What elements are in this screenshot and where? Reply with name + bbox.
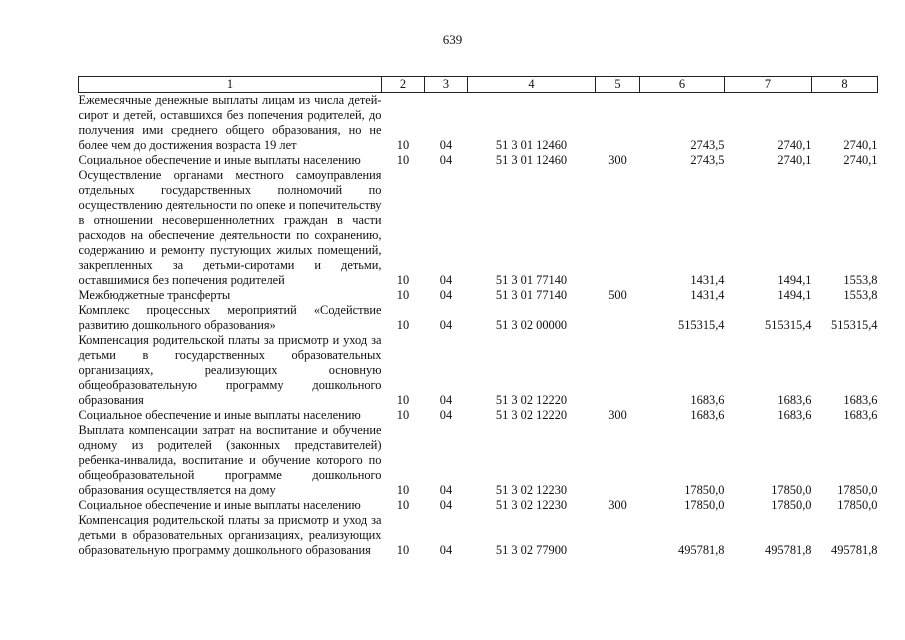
row-subsection: 04 bbox=[439, 153, 453, 167]
row-amount-year3: 495781,8 bbox=[831, 543, 878, 557]
row-section: 10 bbox=[396, 318, 410, 332]
row-section: 10 bbox=[396, 408, 410, 422]
header-col-4: 4 bbox=[468, 77, 596, 93]
header-col-8: 8 bbox=[812, 77, 878, 93]
table-row bbox=[79, 288, 878, 303]
row-expense-type bbox=[596, 513, 640, 558]
table-row bbox=[79, 93, 878, 154]
row-name: Ежемесячные денежные выплаты лицам из числа детей-сирот и детей, оставшихся без попечения родителей, до получения ими среднего общего образования, но не более чем до достижения возраста 19 лет bbox=[78, 93, 382, 152]
row-amount-year1: 1431,4 bbox=[690, 273, 725, 287]
row-amount-year3: 17850,0 bbox=[837, 498, 878, 512]
header-col-6: 6 bbox=[640, 77, 725, 93]
row-subsection: 04 bbox=[439, 393, 453, 407]
row-subsection: 04 bbox=[439, 408, 453, 422]
row-target-code: 51 3 01 77140 bbox=[495, 288, 568, 302]
header-col-3: 3 bbox=[425, 77, 468, 93]
header-col-7: 7 bbox=[725, 77, 812, 93]
row-amount-year3: 17850,0 bbox=[837, 483, 878, 497]
table-row bbox=[79, 423, 878, 498]
row-name: Компенсация родительской платы за присмотр и уход за детьми в государственных образовательных организациях, реализующих основную общеобразовательную программу дошкольного образования bbox=[78, 333, 382, 407]
row-expense-type bbox=[596, 423, 640, 498]
row-name: Социальное обеспечение и иные выплаты населению bbox=[78, 153, 361, 167]
row-expense-type bbox=[596, 303, 640, 333]
row-name: Комплекс процессных мероприятий «Содействие развитию дошкольного образования» bbox=[78, 303, 382, 332]
row-target-code: 51 3 01 12460 bbox=[495, 138, 568, 152]
row-expense-type: 300 bbox=[608, 498, 627, 512]
row-section: 10 bbox=[396, 138, 410, 152]
row-amount-year1: 1431,4 bbox=[690, 288, 725, 302]
row-amount-year3: 515315,4 bbox=[831, 318, 878, 332]
row-expense-type: 300 bbox=[608, 408, 627, 422]
row-name: Компенсация родительской платы за присмотр и уход за детьми в образовательных организациях, реализующих образовательную программу дошкольного образования bbox=[78, 513, 382, 557]
row-amount-year1: 1683,6 bbox=[690, 408, 725, 422]
row-target-code: 51 3 02 12220 bbox=[495, 393, 568, 407]
row-section: 10 bbox=[396, 273, 410, 287]
row-section: 10 bbox=[396, 543, 410, 557]
row-section: 10 bbox=[396, 498, 410, 512]
row-name: Выплата компенсации затрат на воспитание и обучение одному из родителей (законных представителей) ребенка-инвалида, воспитание и обучение которого по общеобразовательной программе дошкольного образования осуществляется на дому bbox=[78, 423, 382, 497]
row-subsection: 04 bbox=[439, 273, 453, 287]
row-subsection: 04 bbox=[439, 318, 453, 332]
row-target-code: 51 3 02 12220 bbox=[495, 408, 568, 422]
row-section: 10 bbox=[396, 483, 410, 497]
row-amount-year1: 1683,6 bbox=[690, 393, 725, 407]
row-amount-year2: 1494,1 bbox=[777, 273, 812, 287]
table-row bbox=[79, 498, 878, 513]
row-amount-year2: 515315,4 bbox=[765, 318, 812, 332]
row-target-code: 51 3 02 12230 bbox=[495, 498, 568, 512]
row-expense-type bbox=[596, 93, 640, 154]
row-amount-year3: 1683,6 bbox=[843, 408, 878, 422]
row-target-code: 51 3 02 00000 bbox=[495, 318, 568, 332]
row-amount-year2: 495781,8 bbox=[765, 543, 812, 557]
row-expense-type: 500 bbox=[608, 288, 627, 302]
row-amount-year3: 1553,8 bbox=[843, 288, 878, 302]
row-subsection: 04 bbox=[439, 543, 453, 557]
header-col-1: 1 bbox=[79, 77, 382, 93]
row-subsection: 04 bbox=[439, 138, 453, 152]
header-col-2: 2 bbox=[382, 77, 425, 93]
table-row bbox=[79, 153, 878, 168]
row-amount-year1: 2743,5 bbox=[690, 153, 725, 167]
row-subsection: 04 bbox=[439, 498, 453, 512]
row-amount-year3: 2740,1 bbox=[843, 138, 878, 152]
row-name: Социальное обеспечение и иные выплаты населению bbox=[78, 408, 361, 422]
row-target-code: 51 3 01 12460 bbox=[495, 153, 568, 167]
row-amount-year1: 515315,4 bbox=[678, 318, 725, 332]
row-amount-year1: 495781,8 bbox=[678, 543, 725, 557]
row-amount-year1: 17850,0 bbox=[684, 483, 725, 497]
row-amount-year1: 2743,5 bbox=[690, 138, 725, 152]
page-number: 639 bbox=[442, 32, 463, 47]
row-target-code: 51 3 01 77140 bbox=[495, 273, 568, 287]
row-expense-type: 300 bbox=[608, 153, 627, 167]
table-row bbox=[79, 408, 878, 423]
row-amount-year2: 1683,6 bbox=[777, 408, 812, 422]
row-amount-year2: 1494,1 bbox=[777, 288, 812, 302]
row-amount-year3: 2740,1 bbox=[843, 153, 878, 167]
row-amount-year2: 2740,1 bbox=[777, 138, 812, 152]
row-name: Социальное обеспечение и иные выплаты населению bbox=[78, 498, 361, 512]
row-amount-year2: 17850,0 bbox=[771, 498, 812, 512]
row-section: 10 bbox=[396, 393, 410, 407]
row-section: 10 bbox=[396, 153, 410, 167]
row-target-code: 51 3 02 77900 bbox=[495, 543, 568, 557]
table-row bbox=[79, 303, 878, 333]
row-amount-year3: 1553,8 bbox=[843, 273, 878, 287]
table-row bbox=[79, 168, 878, 288]
row-amount-year2: 2740,1 bbox=[777, 153, 812, 167]
row-section: 10 bbox=[396, 288, 410, 302]
header-row bbox=[79, 77, 878, 93]
row-amount-year2: 1683,6 bbox=[777, 393, 812, 407]
row-amount-year1: 17850,0 bbox=[684, 498, 725, 512]
row-amount-year3: 1683,6 bbox=[843, 393, 878, 407]
row-amount-year2: 17850,0 bbox=[771, 483, 812, 497]
row-name: Осуществление органами местного самоуправления отдельных государственных полномочий по осуществлению деятельности по опеке и попечительству в отношении несовершеннолетних граждан в части расходов на обеспечение деятельности по сохранению, содержанию и ремонту пустующих жилых помещений, закрепленных за детьми-сиротами и детьми, оставшимися без попечения родителей bbox=[78, 168, 382, 287]
table-row bbox=[79, 513, 878, 558]
row-expense-type bbox=[596, 168, 640, 288]
row-subsection: 04 bbox=[439, 483, 453, 497]
budget-table bbox=[78, 76, 878, 558]
row-subsection: 04 bbox=[439, 288, 453, 302]
row-expense-type bbox=[596, 333, 640, 408]
row-name: Межбюджетные трансферты bbox=[78, 288, 231, 302]
header-col-5: 5 bbox=[596, 77, 640, 93]
row-target-code: 51 3 02 12230 bbox=[495, 483, 568, 497]
table-row bbox=[79, 333, 878, 408]
